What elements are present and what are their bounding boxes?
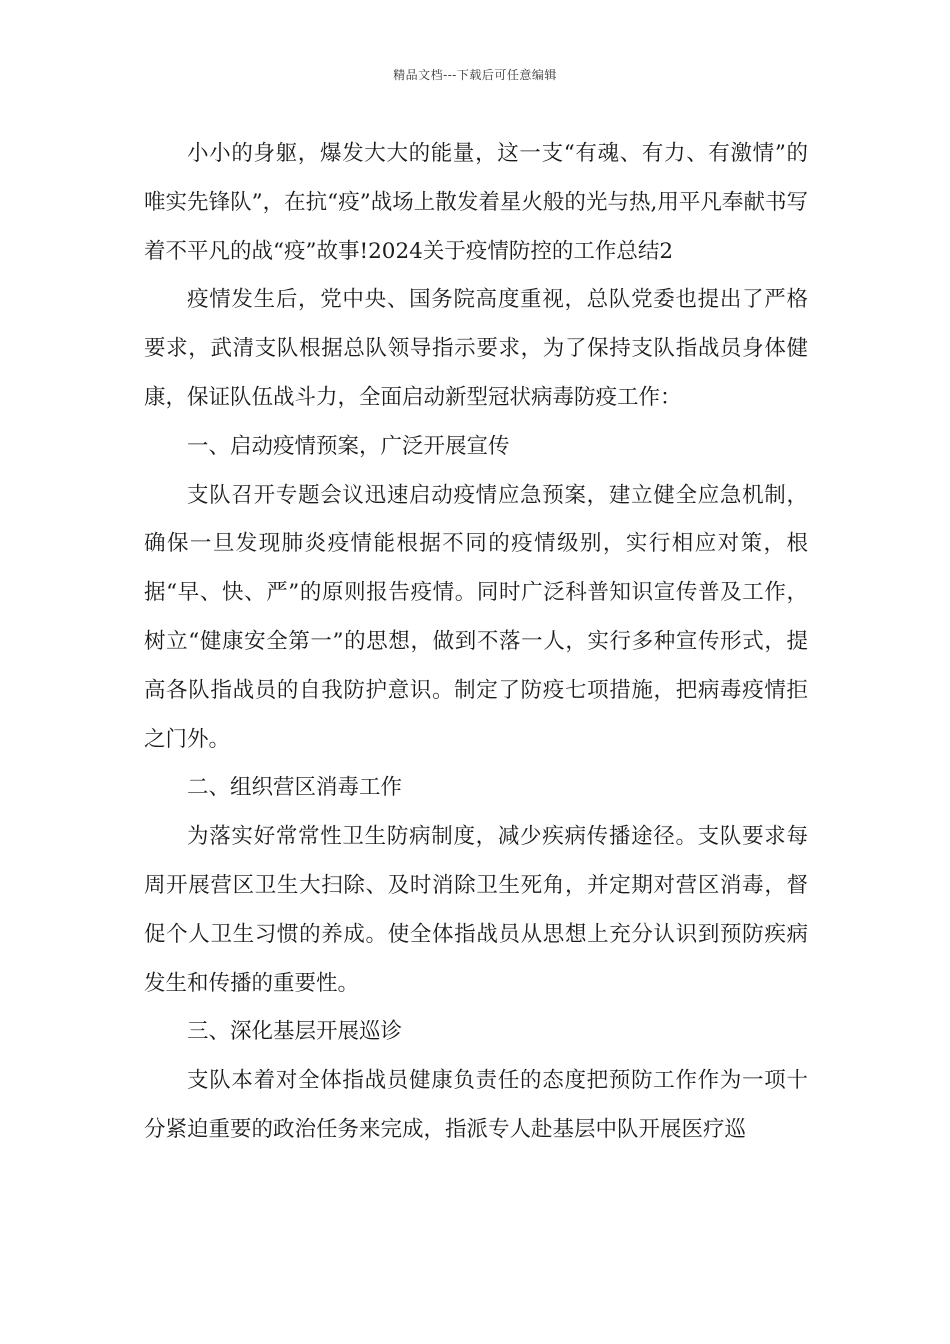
- page-header: 精品文档---下载后可任意编辑: [393, 68, 557, 82]
- section-heading: 三、深化基层开展巡诊: [187, 1019, 403, 1045]
- document-body: [144, 130, 808, 1155]
- paragraph: 支队本着对全体指战员健康负责任的态度把预防工作作为一项十分紧迫重要的政治任务来完成，指派专人赴基层中队开展医疗巡: [144, 1068, 808, 1142]
- section-heading: 二、组织营区消毒工作: [187, 775, 403, 801]
- section-heading: 一、启动疫情预案，广泛开展宣传: [187, 433, 510, 459]
- paragraph: 疫情发生后，党中央、国务院高度重视，总队党委也提出了严格要求，武清支队根据总队领导指示要求，为了保持支队指战员身体健康，保证队伍战斗力，全面启动新型冠状病毒防疫工作：: [144, 287, 808, 410]
- paragraph: 小小的身躯，爆发大大的能量，这一支“有魂、有力、有激情”的唯实先锋队”，在抗“疫”战场上散发着星火般的光与热,用平凡奉献书写着不平凡的战“疫”故事!2024关于疫情防控的工作总结2: [144, 141, 808, 264]
- paragraph: 支队召开专题会议迅速启动疫情应急预案，建立健全应急机制，确保一旦发现肺炎疫情能根据不同的疫情级别，实行相应对策，根据“早、快、严”的原则报告疫情。同时广泛科普知识宣传普及工作，树立“健康安全第一”的思想，做到不落一人，实行多种宣传形式，提高各队指战员的自我防护意识。制定了防疫七项措施，把病毒疫情拒之门外。: [144, 482, 808, 752]
- paragraph: 为落实好常常性卫生防病制度，减少疾病传播途径。支队要求每周开展营区卫生大扫除、及时消除卫生死角，并定期对营区消毒，督促个人卫生习惯的养成。使全体指战员从思想上充分认识到预防疾病发生和传播的重要性。: [144, 824, 808, 996]
